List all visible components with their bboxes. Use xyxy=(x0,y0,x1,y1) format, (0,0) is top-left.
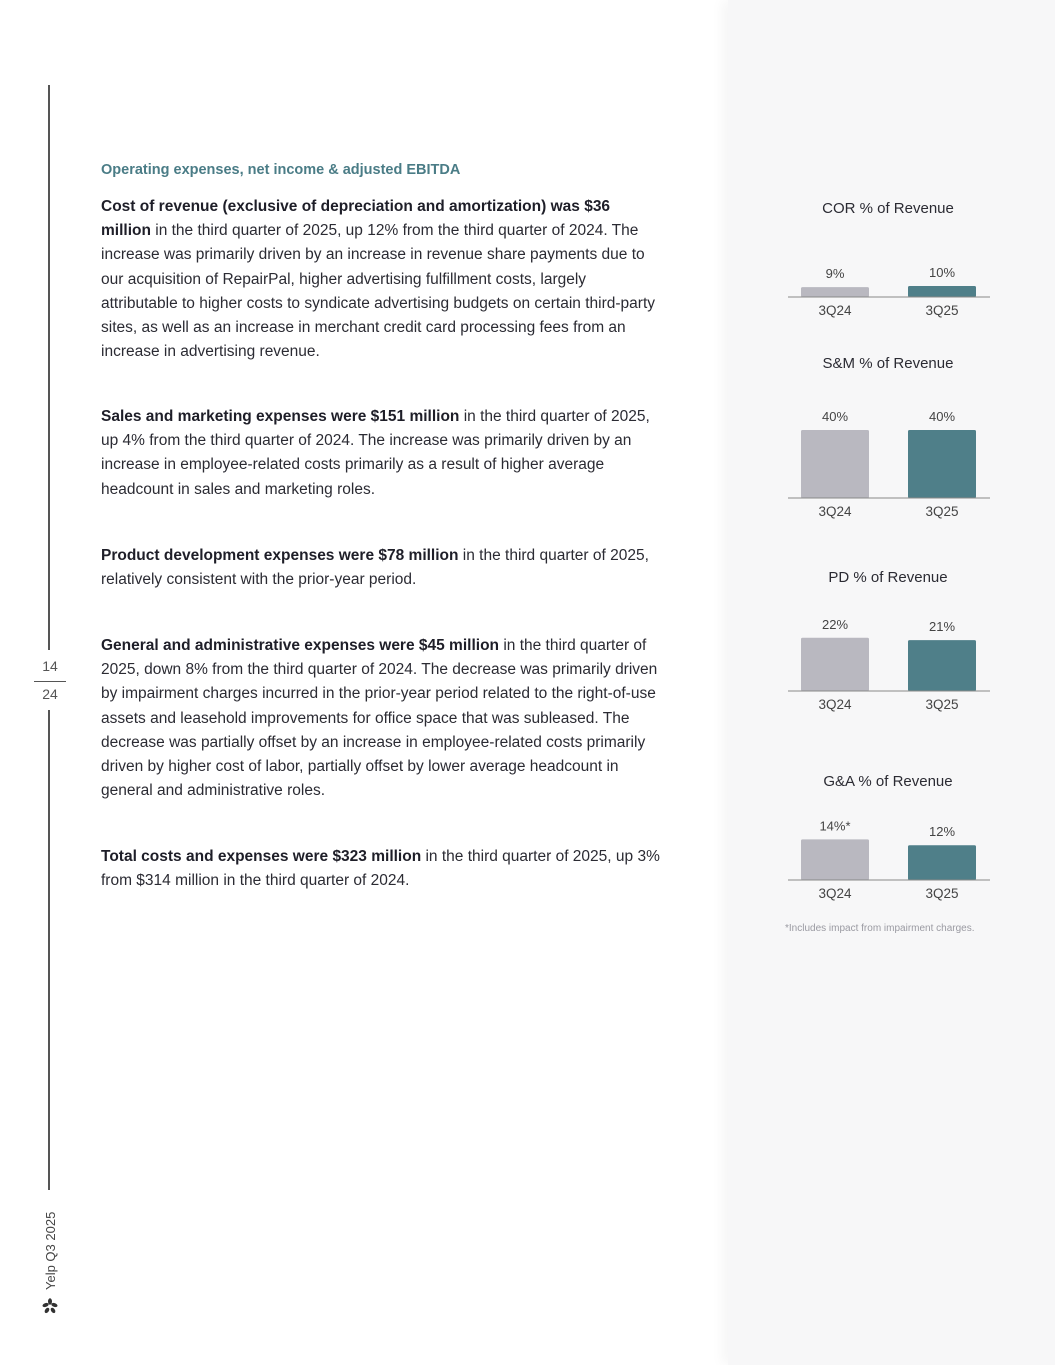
chart-title: COR % of Revenue xyxy=(822,200,954,217)
bar-3q25 xyxy=(908,640,976,691)
brand-label: Yelp Q3 2025 xyxy=(42,1211,58,1290)
bar-3q25 xyxy=(908,430,976,498)
brand xyxy=(42,1212,58,1314)
page-separator xyxy=(34,681,66,682)
page-current: 14 xyxy=(42,658,58,674)
bar-value-label: 9% xyxy=(825,266,845,282)
rail-line-bottom xyxy=(48,710,50,1190)
bar-3q24 xyxy=(801,839,869,880)
bar-value-label: 12% xyxy=(928,824,956,840)
bar-value-label: 40% xyxy=(928,409,956,424)
bar-3q25 xyxy=(908,845,976,880)
section-heading: Operating expenses, net income & adjusted EBITDA xyxy=(101,162,461,178)
bar-value-label: 14%* xyxy=(819,818,851,834)
paragraph-body: in the third quarter of 2025, down 8% from the third quarter of 2024. The decrease was primarily driven by impairment charges incurred in the prior-year period related to the right-of-use assets and leasehold improvements for office space that was subleased. The decrease was partially offset by an increase in employee-related costs primarily driven by higher cost of labor, partially offset by lower average headcount in general and administrative roles. xyxy=(101,637,658,800)
bar-3q24 xyxy=(801,287,869,297)
x-tick-label: 3Q25 xyxy=(925,886,959,901)
rail-line-top xyxy=(48,85,50,650)
chart-title: PD % of Revenue xyxy=(828,569,948,586)
paragraph-body: in the third quarter of 2025, relatively consistent with the prior-year period. xyxy=(101,547,649,589)
paragraph-general-admin xyxy=(101,634,661,803)
paragraph-lead: Total costs and expenses were $323 million xyxy=(101,848,422,865)
x-tick-label: 3Q25 xyxy=(925,303,959,318)
paragraph-lead: General and administrative expenses were $45 million xyxy=(101,637,500,654)
x-tick-label: 3Q25 xyxy=(925,504,959,519)
yelp-burst-icon xyxy=(42,1298,58,1314)
chart-title: S&M % of Revenue xyxy=(822,355,954,372)
bar-value-label: 10% xyxy=(928,265,956,280)
bar-value-label: 22% xyxy=(821,616,849,632)
expense-charts xyxy=(728,0,1055,1365)
paragraph-sales-marketing xyxy=(101,405,661,502)
bar-value-label: 21% xyxy=(928,619,956,635)
paragraph-total-costs xyxy=(101,845,661,893)
paragraph-lead: Sales and marketing expenses were $151 million xyxy=(101,408,460,425)
chart-footnote: *Includes impact from impairment charges. xyxy=(785,923,975,934)
paragraph-body: in the third quarter of 2025, up 3% from $314 million in the third quarter of 2024. xyxy=(101,848,660,890)
paragraph-body: in the third quarter of 2025, up 12% from the third quarter of 2024. The increase was primarily driven by an increase in revenue share payments due to our acquisition of RepairPal, higher advertising fulfillment costs, largely attributable to higher costs to syndicate advertising budgets on certain third-party sites, as well as an increase in merchant credit card processing fees from an increase in advertising revenue. xyxy=(101,222,656,361)
bar-3q24 xyxy=(801,430,869,498)
page-total: 24 xyxy=(42,686,58,702)
x-tick-label: 3Q24 xyxy=(818,504,852,519)
paragraph-cost-of-revenue xyxy=(101,195,661,364)
paragraph-product-development xyxy=(101,544,661,592)
paragraph-lead: Product development expenses were $78 million xyxy=(101,547,459,564)
bar-3q24 xyxy=(801,638,869,691)
paragraph-lead: Cost of revenue (exclusive of depreciation and amortization) was $36 million xyxy=(101,198,611,240)
x-tick-label: 3Q24 xyxy=(818,303,852,318)
paragraph-body: in the third quarter of 2025, up 4% from the third quarter of 2024. The increase was primarily driven by an increase in employee-related costs primarily as a result of higher average headcount in sales and marketing roles. xyxy=(101,408,650,498)
x-tick-label: 3Q24 xyxy=(818,886,852,901)
bar-3q25 xyxy=(908,286,976,297)
chart-title: G&A % of Revenue xyxy=(823,773,953,790)
bar-value-label: 40% xyxy=(821,409,849,424)
x-tick-label: 3Q24 xyxy=(818,697,852,712)
x-tick-label: 3Q25 xyxy=(925,697,959,712)
